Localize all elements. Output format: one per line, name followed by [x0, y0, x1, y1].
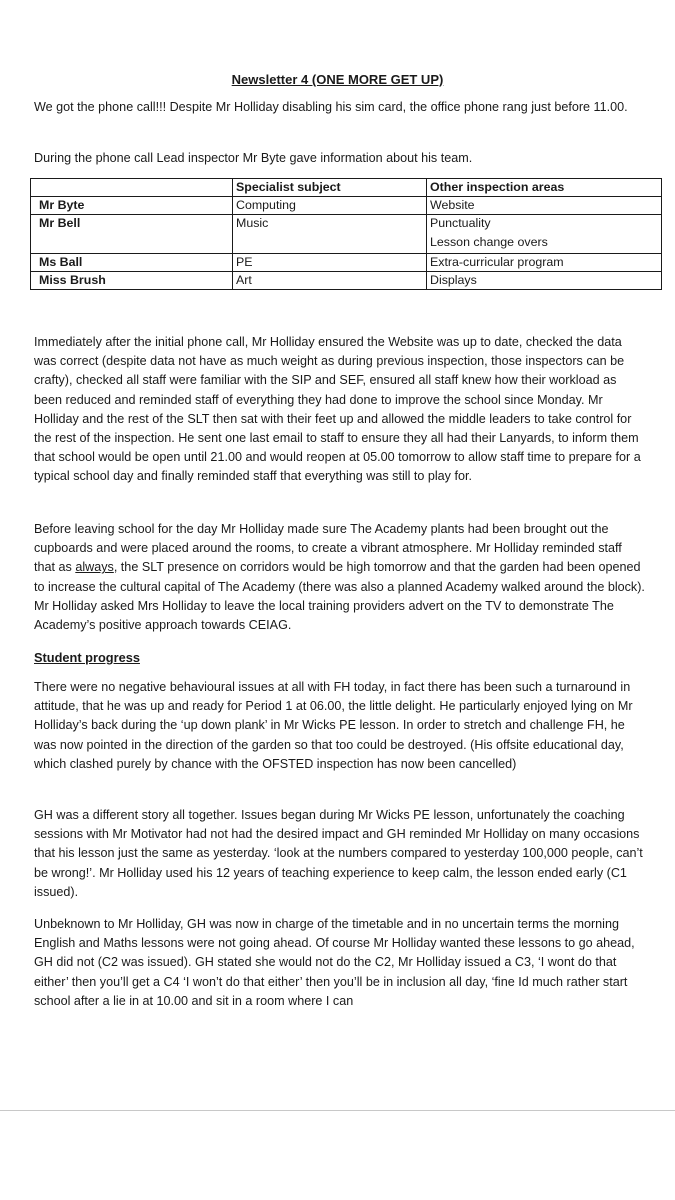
inspector-areas: Displays [427, 272, 662, 290]
inspector-name: Mr Bell [31, 215, 233, 254]
empty-viewer-area [0, 1111, 675, 1200]
newsletter-title: Newsletter 4 (ONE MORE GET UP) [231, 72, 444, 87]
plants-text-b: , the SLT presence on corridors would be high tomorrow and that the garden had been opened to increase the cultural capital of The Academy (there was also a planned Academy walked around the block). Mr Holliday asked Mrs Holliday to leave the local training providers advert on the TV to demonstrate The Academy’s positive approach towards CEIAG. [34, 560, 645, 633]
inspector-subject: Art [233, 272, 427, 290]
fh-paragraph: There were no negative behavioural issues at all with FH today, in fact there has been such a turnaround in attitude, that he was up and ready for Period 1 at 06.00, the little delight. He particularly enjoyed lying on Mr Holliday’s back during the ‘up down plank’ in Mr Wicks PE lesson. In order to stretch and challenge FH, he was now pointed in the direction of the garden so that too could be destroyed. (His offsite educational day, which clashed purely by chance with the OFSTED inspection has now been cancelled) [34, 680, 633, 771]
inspector-name: Mr Byte [31, 197, 233, 215]
table-row [31, 215, 662, 254]
table-header-blank [31, 179, 233, 197]
inspector-areas: Extra-curricular program [427, 254, 662, 272]
inspection-team-table [30, 178, 662, 290]
table-row [31, 272, 662, 290]
plants-paragraph [34, 520, 646, 635]
plants-text-underlined: always [75, 560, 114, 575]
inspector-name: Miss Brush [31, 272, 233, 290]
inspector-subject: Music [233, 215, 427, 254]
inspection-area: Lesson change overs [430, 235, 548, 249]
inspector-name: Ms Ball [31, 254, 233, 272]
timetable-paragraph: Unbeknown to Mr Holliday, GH was now in charge of the timetable and in no uncertain terms the morning English and Maths lessons were not going ahead. Of course Mr Holliday wanted these lessons to go ahead, GH did not (C2 was issued). GH stated she would not do the C2, Mr Holliday issued a C3, ‘I wont do that either’ then you’ll get a C4 ‘I won’t do that either’ then you’ll be in inclusion all day, ‘fine Id much rather start school after a lie in at 10.00 and sit in a room where I can [34, 917, 635, 1008]
table-row [31, 197, 662, 215]
inspector-areas: Website [427, 197, 662, 215]
inspector-subject: PE [233, 254, 427, 272]
gh-paragraph: GH was a different story all together. Issues began during Mr Wicks PE lesson, unfortunately the coaching sessions with Mr Motivator had not had the desired impact and GH reminded Mr Holliday on many occasions that his lesson just the same as yesterday. ‘look at the numbers compared to yesterday 100,000 people, can’t be wrong!’. Mr Holliday used his 12 years of teaching experience to keep calm, the lesson ended early (C1 issued). [34, 808, 643, 899]
intro-paragraph: We got the phone call!!! Despite Mr Holliday disabling his sim card, the office phone rang just before 11.00. [34, 100, 628, 114]
preparation-paragraph: Immediately after the initial phone call, Mr Holliday ensured the Website was up to date, checked the data was correct (despite data not have as much weight as during previous inspection, those inspectors can be crafty), checked all staff were familiar with the SIP and SEF, ensured all staff knew how their workload as been reduced and reminded staff of everything they had done to improve the school since Monday. Mr Holliday and the rest of the SLT then sat with their feet up and allowed the middle leaders to take control for the rest of the inspection. He sent one last email to staff to ensure they all had their Lanyards, to inform them that school would be open until 21.00 and would reopen at 05.00 tomorrow to allow staff time to prepare for a typical school day and finally reminded staff that everything was still to play for. [34, 335, 641, 484]
plants-text-a: Before leaving school for the day Mr Holliday made sure The Academy plants had been brought out the cupboards and were placed around the rooms, to create a vibrant atmosphere. Mr Holliday reminded staff that as [34, 522, 622, 575]
table-header-areas: Other inspection areas [427, 179, 662, 197]
inspection-area: Punctuality [430, 216, 491, 230]
table-header-subject: Specialist subject [233, 179, 427, 197]
inspector-subject: Computing [233, 197, 427, 215]
inspector-areas [427, 215, 662, 254]
table-row [31, 254, 662, 272]
intro-team-paragraph: During the phone call Lead inspector Mr Byte gave information about his team. [34, 151, 473, 165]
student-progress-heading: Student progress [34, 650, 140, 665]
table-header-row [31, 179, 662, 197]
